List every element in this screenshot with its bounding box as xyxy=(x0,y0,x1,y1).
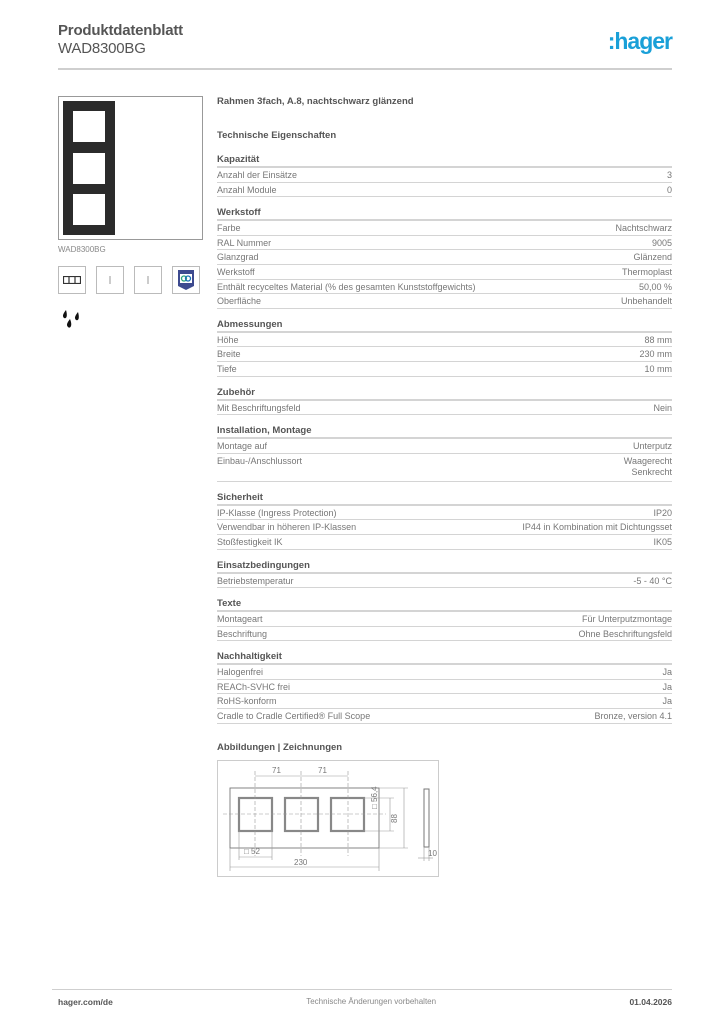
spec-row: Verwendbar in höheren IP-Klassen IP44 in Kombination mit Dichtungsset xyxy=(217,520,672,535)
section-title: Nachhaltigkeit xyxy=(217,651,672,665)
footer-notice: Technische Änderungen vorbehalten xyxy=(306,997,437,1006)
three-gang-frame-graphic xyxy=(63,101,115,235)
spec-row: Enthält recyceltes Material (% des gesamten Kunststoffgewichts) 50,00 % xyxy=(217,280,672,295)
spec-row: RAL Nummer 9005 xyxy=(217,236,672,251)
spec-row: REACh-SVHC frei Ja xyxy=(217,680,672,695)
section-title: Einsatzbedingungen xyxy=(217,560,672,574)
header-divider xyxy=(58,68,672,70)
section-kapazitaet xyxy=(217,154,672,197)
spec-row: Einbau-/Anschlussort Waagerecht Senkrecht xyxy=(217,454,672,482)
section-installation xyxy=(217,425,672,482)
section-texte xyxy=(217,598,672,641)
main-content xyxy=(217,96,672,877)
section-title: Abmessungen xyxy=(217,319,672,333)
footer-website-link[interactable]: hager.com/de xyxy=(58,997,113,1007)
page-footer xyxy=(58,997,672,1007)
spec-row: Montage auf Unterputz xyxy=(217,439,672,454)
spec-row: Anzahl der Einsätze 3 xyxy=(217,168,672,183)
spec-row: Breite 230 mm xyxy=(217,347,672,362)
spec-row: Oberfläche Unbehandelt xyxy=(217,294,672,309)
spec-row: Cradle to Cradle Certified® Full Scope Bronze, version 4.1 xyxy=(217,709,672,724)
spec-row: Montageart Für Unterputzmontage xyxy=(217,612,672,627)
section-einsatzbedingungen xyxy=(217,560,672,589)
spec-row: Halogenfrei Ja xyxy=(217,665,672,680)
footer-date: 01.04.2026 xyxy=(629,997,672,1007)
dim-inner-square: □ 52 xyxy=(244,846,260,856)
dim-width: 230 xyxy=(294,857,308,867)
dim-opening-height: □ 56,4 xyxy=(370,786,379,809)
tech-heading: Technische Eigenschaften xyxy=(217,130,337,141)
spec-row: Beschriftung Ohne Beschriftungsfeld xyxy=(217,627,672,642)
section-title: Texte xyxy=(217,598,672,612)
cradle-to-cradle-certificate-icon xyxy=(172,266,200,294)
spec-row: Glanzgrad Glänzend xyxy=(217,250,672,265)
spec-row: Höhe 88 mm xyxy=(217,333,672,348)
image-caption: WAD8300BG xyxy=(58,245,106,254)
technical-drawing xyxy=(217,760,439,877)
spec-row: Stoßfestigkeit IK IK05 xyxy=(217,535,672,550)
spec-row: IP-Klasse (Ingress Protection) IP20 xyxy=(217,506,672,521)
product-image xyxy=(58,96,203,240)
section-title: Sicherheit xyxy=(217,492,672,506)
section-nachhaltigkeit xyxy=(217,651,672,723)
spec-row: Tiefe 10 mm xyxy=(217,362,672,377)
spec-row: Mit Beschriftungsfeld Nein xyxy=(217,401,672,416)
section-title: Werkstoff xyxy=(217,207,672,221)
section-title: Installation, Montage xyxy=(217,425,672,439)
spec-row: Betriebstemperatur -5 - 40 °C xyxy=(217,574,672,589)
document-title: Produktdatenblatt xyxy=(58,22,183,39)
hager-logo: :hager xyxy=(607,28,672,54)
spec-row: Farbe Nachtschwarz xyxy=(217,221,672,236)
section-zubehoer xyxy=(217,387,672,416)
product-description: Rahmen 3fach, A.8, nachtschwarz glänzend xyxy=(217,96,414,107)
product-code: WAD8300BG xyxy=(58,40,146,57)
spec-row: Werkstoff Thermoplast xyxy=(217,265,672,280)
dim-depth: 10 xyxy=(428,848,437,858)
section-werkstoff xyxy=(217,207,672,309)
three-gang-frame-icon xyxy=(58,266,86,294)
vertical-line-icon xyxy=(134,266,162,294)
spec-row: Anzahl Module 0 xyxy=(217,183,672,198)
drawing-heading: Abbildungen | Zeichnungen xyxy=(217,741,343,753)
section-abmessungen xyxy=(217,319,672,377)
section-sicherheit xyxy=(217,492,672,550)
dim-pitch-1: 71 xyxy=(272,765,281,775)
spec-row: RoHS-konform Ja xyxy=(217,694,672,709)
feature-icons-row-2 xyxy=(58,306,203,334)
page-header xyxy=(58,22,672,70)
section-title: Kapazität xyxy=(217,154,672,168)
dim-height: 88 xyxy=(390,813,399,823)
water-drops-icon xyxy=(58,306,86,334)
section-title: Zubehör xyxy=(217,387,672,401)
dim-pitch-2: 71 xyxy=(318,765,327,775)
vertical-line-icon xyxy=(96,266,124,294)
feature-icons xyxy=(58,266,203,294)
footer-divider xyxy=(52,989,672,990)
left-panel xyxy=(58,96,203,334)
